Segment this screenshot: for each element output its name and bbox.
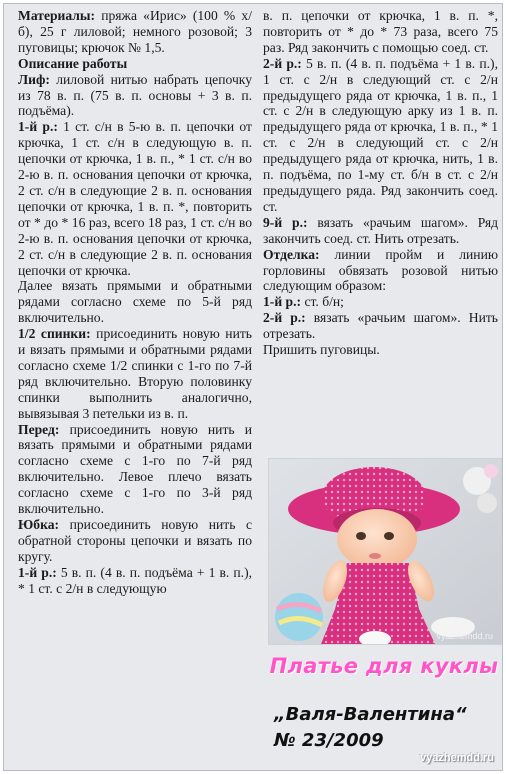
paragraph-back-half [18,326,252,421]
paragraph-skirt-row1 [18,565,252,597]
paragraph-buttons [263,342,498,358]
label-materials: Материалы: [18,8,96,23]
text-finish-row2: вязать «рачьим шагом». Нить отрезать. [263,310,498,342]
magazine-page [3,3,503,771]
issue-number: № 23/2009 [274,730,384,751]
paragraph-skirt [18,517,252,565]
text-skirt-row1: 5 в. п. (4 в. п. подъёма + 1 в. п.), * 1 ст. с 2/н в следующую [18,564,252,596]
text-skirt-row1-cont: в. п. цепочки от крючка, 1 в. п. *, повторить от * до * 73 раза, всего 75 раз. Ряд закончить с помощью соед. ст. [263,8,498,55]
label-finish-row1: 1-й р.: [263,294,302,310]
label-row1: 1-й р.: [18,119,58,135]
text-finishing: линии пройм и линию горловины обвязать розовой нитью следующим образом: [263,246,498,294]
title-block [266,702,506,754]
text-row2: 5 в. п. (4 в. п. подъёма + 1 в. п.), 1 ст. с 2/н в следующий ст. с 2/н предыдущего ряда от крючка, 1 в. п., 1 ст. с 2/н в следующую арку из 1 в. п. предыдущего ряда от крючка, 1 в. п., * 1 ст. с 2/н в следующий ст. с 2/н предыдущего ряда от крючка, нить, 1 в. п. подъёма, по 1-му ст. б/н в ст. с 2/н предыдущего ряда. Ряд закончить соед. ст. [263,55,498,214]
text-row1: 1 ст. с/н в 5-ю в. п. цепочки от крючка, 1 ст. с/н в следующую в. п. цепочки от крючка, 1 в. п., * 1 ст. с/н во 2-ю в. п. основания цепочки от крючка, 2 ст. с/н в следующие 2 в. п. основания цепочки от крючка, 1 в. п. *, повторить от * до * 16 раз, всего 18 раз, 1 ст. с/н во 2-ю в. п. основания цепочки от крючка, 2 ст. с/н в следующие 2 в. п. основания цепочки от крючка. [18,119,252,278]
text-materials: пряжа «Ирис» (100 % х/б), 25 г лиловой; немного розовой; 3 пуговицы; крючок № 1,5. [18,8,252,55]
text-bodice: лиловой нитью набрать цепочку из 78 в. п. (75 в. п. основы + 3 в. п. подъёма). [18,71,252,119]
paragraph-finish-row2 [263,310,498,342]
paragraph-row9 [263,215,498,247]
label-row9: 9-й р.: [263,214,308,230]
paragraph-row2 [263,56,498,215]
label-finish-row2: 2-й р.: [263,310,306,326]
label-row2: 2-й р.: [263,55,302,71]
label-bodice: Лиф: [18,71,50,87]
text-finish-row1: ст. б/н; [301,294,344,310]
photo-watermark: vyazhemdd.ru [436,631,493,641]
label-front: Перед: [18,421,60,437]
text-continue: Далее вязать прямыми и обратными рядами согласно схеме по 5-й ряд включительно. [18,278,252,326]
left-text-column [18,8,252,597]
text-skirt: присоединить новую нить с обратной стороны цепочки и вязать по кругу. [18,517,252,564]
heading-work-description [18,56,252,72]
paragraph-continue [18,278,252,326]
text-front: присоединить новую нить и вязать прямыми и обратными рядами согласно схеме с 1-го по 7-й ряд включительно. Левое плечо вязать согласно схеме с 1-го по 3-й ряд включительно. [18,421,252,517]
title-name: „Валя-Валентина“ [274,704,467,725]
text-back-half: присоединить новую нить и вязать прямыми и обратными рядами согласно схеме 1/2 спинки с 1-го по 7-й ряд включительно. Вторую половинку спинки выполнить аналогично, вывязывая 3 петельки из в. п. [18,326,252,421]
paragraph-bodice [18,72,252,120]
label-finishing: Отделка: [263,246,320,262]
doll-illustration [269,459,501,644]
right-text-column [263,8,498,358]
paragraph-finishing [263,247,498,295]
text-row9: вязать «рачьим шагом». Ряд закончить соед. ст. Нить отрезать. [263,214,499,246]
doll-photo [268,458,502,645]
paragraph-row1 [18,119,252,278]
label-back-half: 1/2 спинки: [18,326,91,342]
text-buttons: Пришить пуговицы. [263,342,380,358]
paragraph-skirt-row1-cont [263,8,498,56]
label-work-description: Описание работы [18,55,128,71]
doll-face [337,509,417,569]
site-watermark: vyazhemdd.ru [420,752,494,764]
label-skirt: Юбка: [18,517,60,532]
label-skirt-row1: 1-й р.: [18,564,57,580]
paragraph-materials [18,8,252,56]
paragraph-front [18,422,252,517]
paragraph-finish-row1 [263,294,498,310]
title-doll-dress: Платье для куклы [269,654,499,678]
